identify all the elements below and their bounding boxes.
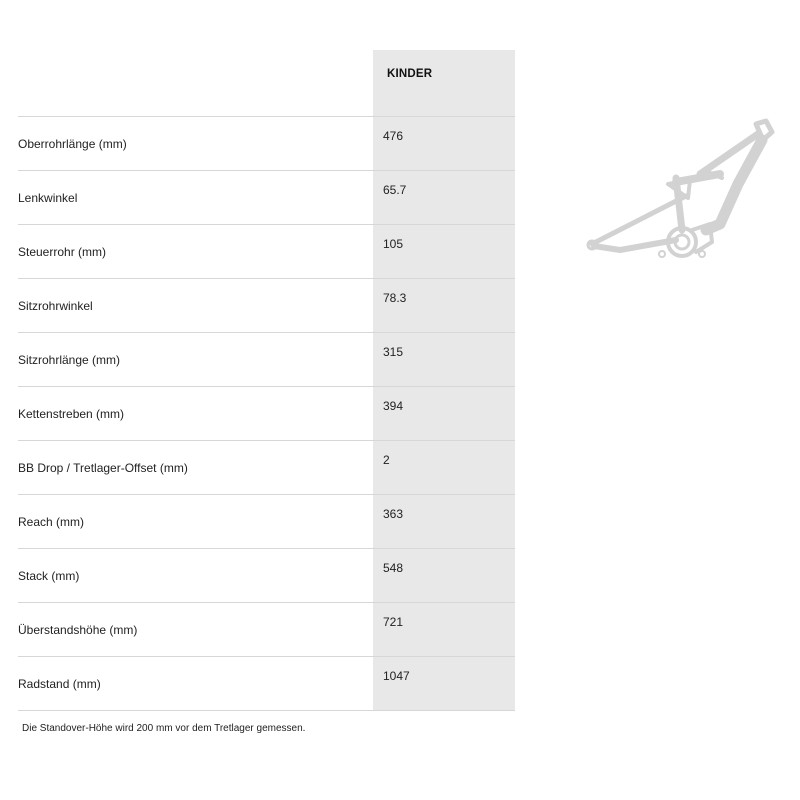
row-label: Kettenstreben (mm) xyxy=(18,387,373,441)
row-value: 363 xyxy=(373,495,515,549)
table-row xyxy=(18,171,515,225)
row-value: 548 xyxy=(373,549,515,603)
row-label: Radstand (mm) xyxy=(18,657,373,711)
table-row xyxy=(18,441,515,495)
size-column-header: KINDER xyxy=(373,50,515,117)
table-row xyxy=(18,549,515,603)
table-row xyxy=(18,387,515,441)
row-label: Lenkwinkel xyxy=(18,171,373,225)
row-label: Reach (mm) xyxy=(18,495,373,549)
footnote: Die Standover-Höhe wird 200 mm vor dem Tretlager gemessen. xyxy=(22,723,306,734)
table-row xyxy=(18,657,515,711)
row-value: 78.3 xyxy=(373,279,515,333)
row-value: 315 xyxy=(373,333,515,387)
row-label: BB Drop / Tretlager-Offset (mm) xyxy=(18,441,373,495)
row-value: 476 xyxy=(373,117,515,171)
geometry-table xyxy=(18,50,515,711)
row-label: Steuerrohr (mm) xyxy=(18,225,373,279)
row-label: Sitzrohrwinkel xyxy=(18,279,373,333)
table-row xyxy=(18,495,515,549)
row-label: Sitzrohrlänge (mm) xyxy=(18,333,373,387)
row-label: Oberrohrlänge (mm) xyxy=(18,117,373,171)
table-row xyxy=(18,225,515,279)
row-value: 105 xyxy=(373,225,515,279)
table-header-row xyxy=(18,50,515,117)
table-row xyxy=(18,603,515,657)
row-label: Überstandshöhe (mm) xyxy=(18,603,373,657)
row-value: 1047 xyxy=(373,657,515,711)
row-value: 65.7 xyxy=(373,171,515,225)
bike-frame-icon xyxy=(580,112,780,272)
row-value: 2 xyxy=(373,441,515,495)
table-row xyxy=(18,279,515,333)
row-label: Stack (mm) xyxy=(18,549,373,603)
table-row xyxy=(18,117,515,171)
table-row xyxy=(18,333,515,387)
row-value: 394 xyxy=(373,387,515,441)
label-column-header xyxy=(18,50,373,117)
row-value: 721 xyxy=(373,603,515,657)
